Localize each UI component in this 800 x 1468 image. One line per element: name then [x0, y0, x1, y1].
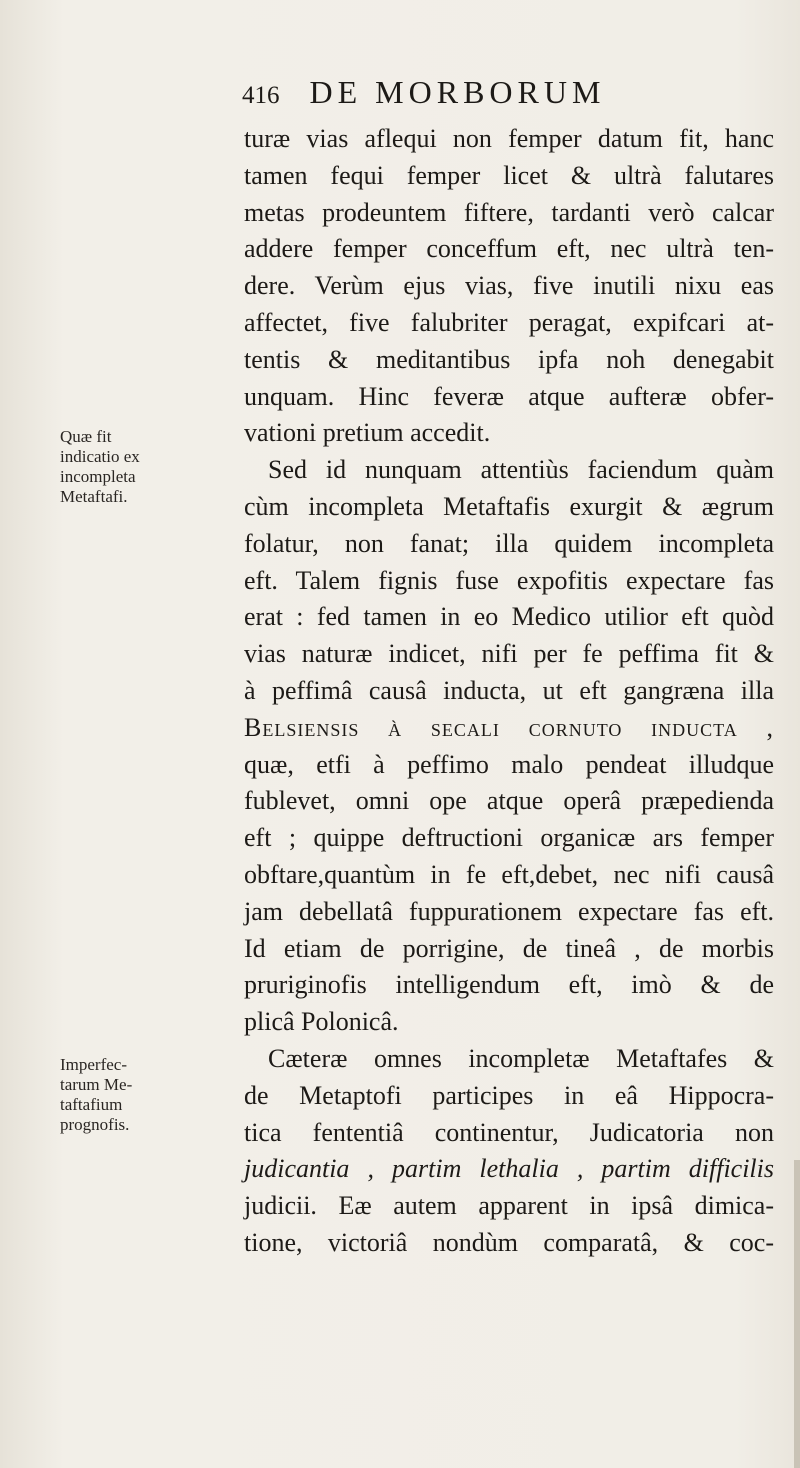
- text-line: tica fententiâ continentur, Judicatoria non: [244, 1117, 774, 1147]
- text-line: vias naturæ indicet, nifi per fe peffima fit &: [244, 639, 774, 669]
- text-line: folatur, non fanat; illa quidem incompleta: [244, 528, 774, 558]
- text-line: affectet, five falubriter peragat, expifcari at-: [244, 307, 774, 337]
- text-line: addere femper conceffum eft, nec ultrà ten-: [244, 234, 774, 264]
- text-line: erat : fed tamen in eo Medico utilior eft quòd: [244, 602, 774, 632]
- margin-note-line: incompleta: [60, 467, 136, 486]
- running-title: DE MORBORUM: [309, 74, 606, 110]
- text-line: de Metaptofi participes in eâ Hippocra-: [244, 1080, 774, 1110]
- page-edge-shadow: [794, 1160, 800, 1468]
- text-line: Cæteræ omnes incompletæ Metaftafes &: [268, 1043, 774, 1073]
- text-line: Belsiensis à secali cornuto inducta ,: [244, 712, 774, 742]
- margin-note-line: Imperfec-: [60, 1055, 128, 1074]
- text-line: cùm incompleta Metaftafis exurgit & ægrum: [244, 491, 774, 521]
- text-line: fublevet, omni ope atque operâ præpedienda: [244, 786, 774, 816]
- text-line: vationi pretium accedit.: [244, 418, 491, 448]
- body-text: [244, 121, 774, 1262]
- text-line: judicantia , partim lethalia , partim difficilis: [244, 1154, 774, 1184]
- margin-note-line: Metaftafi.: [60, 487, 128, 506]
- text-line: à peffimâ causâ inducta, ut eft gangræna illa: [244, 675, 774, 705]
- margin-note-line: Quæ fit: [60, 427, 112, 446]
- text-line: judicii. Eæ autem apparent in ipsâ dimica-: [244, 1191, 774, 1221]
- text-line: tione, victoriâ nondùm comparatâ, & coc-: [244, 1227, 774, 1257]
- margin-note-1: [60, 427, 210, 507]
- margin-note-2: [60, 1055, 210, 1135]
- running-header: [242, 74, 762, 114]
- text-line: pruriginofis intelligendum eft, imò & de: [244, 970, 774, 1000]
- text-line: tentis & meditantibus ipfa noh denegabit: [244, 344, 774, 374]
- text-line: eft. Talem fignis fuse expofitis expectare fas: [244, 565, 774, 595]
- text-line: dere. Verùm ejus vias, five inutili nixu eas: [244, 271, 774, 301]
- margin-note-line: tarum Me-: [60, 1075, 133, 1094]
- margin-note-line: taftafium: [60, 1095, 123, 1114]
- text-line: unquam. Hinc feveræ atque aufteræ obfer-: [244, 381, 774, 411]
- text-line: Id etiam de porrigine, de tineâ , de morbis: [244, 933, 774, 963]
- margin-note-line: prognofis.: [60, 1115, 130, 1134]
- margin-note-line: indicatio ex: [60, 447, 140, 466]
- text-line: plicâ Polonicâ.: [244, 1007, 399, 1037]
- page-number: 416: [242, 82, 280, 109]
- text-line: jam debellatâ fuppurationem expectare fas eft.: [244, 896, 774, 926]
- text-line: obftare,quantùm in fe eft,debet, nec nifi causâ: [244, 859, 774, 889]
- text-line: metas prodeuntem fiftere, tardanti verò calcar: [244, 197, 774, 227]
- text-line: Sed id nunquam attentiùs faciendum quàm: [268, 455, 774, 485]
- text-line: tamen fequi femper licet & ultrà falutares: [244, 160, 774, 190]
- text-line: eft ; quippe deftructioni organicæ ars femper: [244, 823, 774, 853]
- text-line: quæ, etfi à peffimo malo pendeat illudque: [244, 749, 774, 779]
- text-line: turæ vias aflequi non femper datum fit, hanc: [244, 124, 774, 153]
